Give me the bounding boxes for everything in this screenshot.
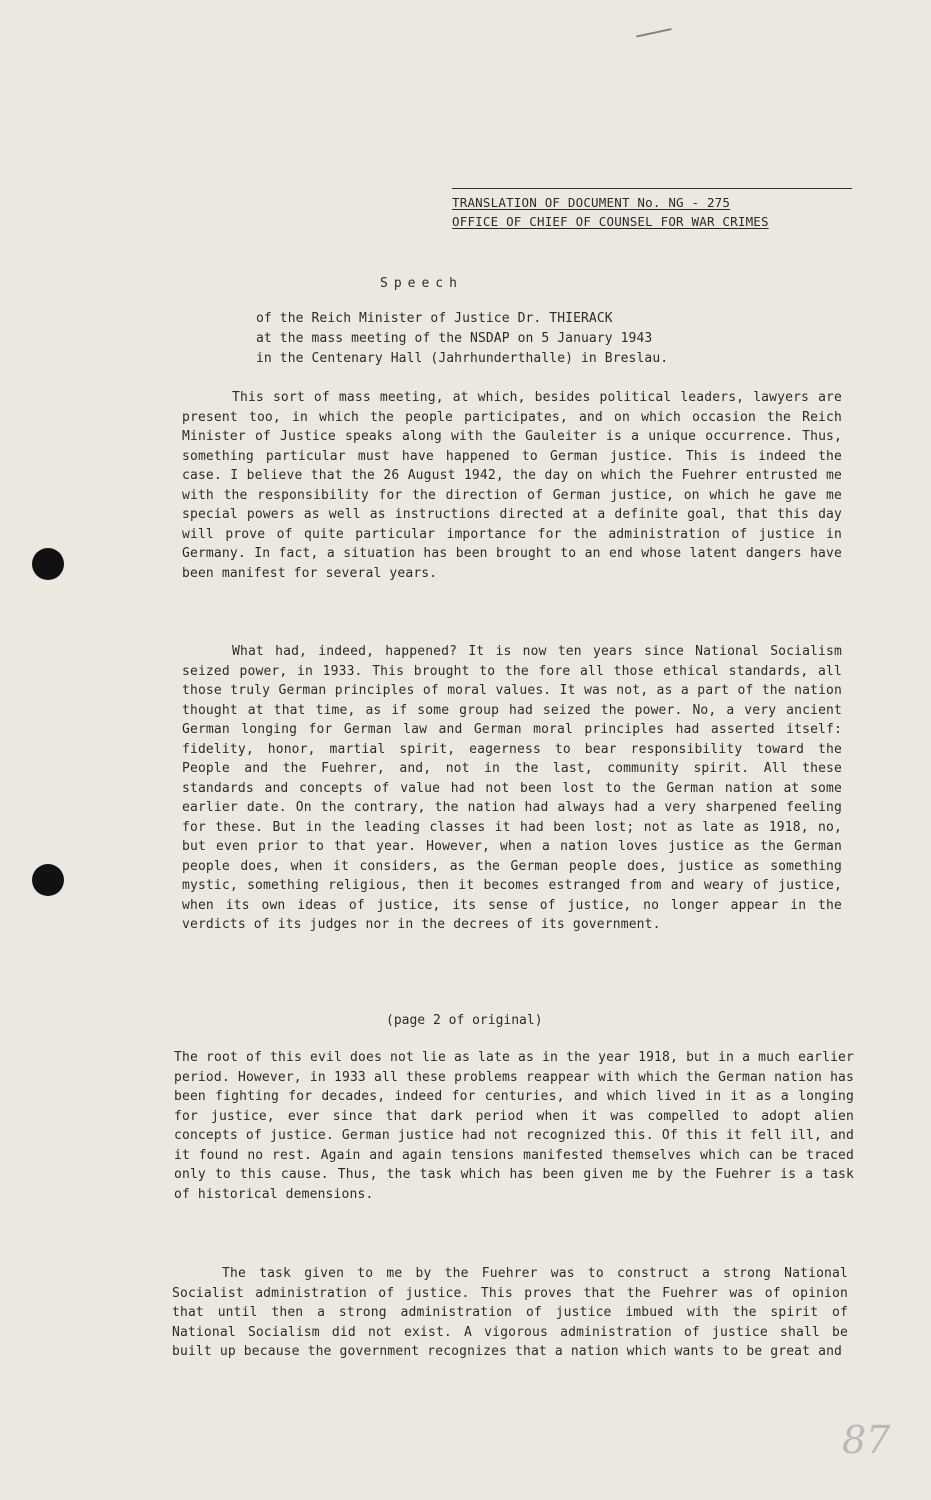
document-subtitle (256, 309, 668, 369)
punch-hole-lower (32, 864, 64, 896)
header-translation-line: TRANSLATION OF DOCUMENT No. NG - 275 (452, 195, 731, 210)
document-title: Speech (380, 276, 463, 291)
page-note: (page 2 of original) (386, 1013, 543, 1028)
subtitle-line-1: of the Reich Minister of Justice Dr. THIERACK (256, 311, 613, 326)
punch-hole-upper (32, 548, 64, 580)
paragraph-1: This sort of mass meeting, at which, besides political leaders, lawyers are present too, in which the people participates, and on which occasion the Reich Minister of Justice speaks along with the Gauleiter is a unique occurrence. Thus, something particular must have happened to German justice. This is indeed the case. I believe that the 26 August 1942, the day on which the Fuehrer entrusted me with the responsibility for the direction of German justice, on which he gave me special powers as well as instructions directed at a definite goal, that this day will prove of quite particular importance for the administration of justice in Germany. In fact, a situation has been brought to an end whose latent dangers have been manifest for several years. (182, 390, 842, 581)
paragraph-3: The root of this evil does not lie as late as in the year 1918, but in a much earlier period. However, in 1933 all these problems reappear with which the German nation has been fighting for decades, indeed for centuries, and which lived in it as a longing for justice, ever since that dark period when it was compelled to adopt alien concepts of justice. German justice had not recognized this. Of this it fell ill, and it found no rest. Again and again tensions manifested themselves which can be traced only to this cause. Thus, the task which has been given me by the Fuehrer is a task of historical demensions. (174, 1050, 854, 1202)
subtitle-line-2: at the mass meeting of the NSDAP on 5 January 1943 (256, 331, 653, 346)
subtitle-line-3: in the Centenary Hall (Jahrhunderthalle) in Breslau. (256, 351, 669, 366)
folio-number: 87 (842, 1418, 891, 1462)
paragraph-2: What had, indeed, happened? It is now ten years since National Socialism seized power, in 1933. This brought to the fore all those ethical standards, all those truly German principles of moral values. It was not, as a part of the nation thought at that time, as if some group had seized the power. No, a very ancient German longing for German law and German moral principles had asserted itself: fidelity, honor, martial spirit, eagerness to bear responsibility toward the People and the Fuehrer, and, not in the last, community spirit. All these standards and concepts of value had not been lost to the German nation at some earlier date. On the contrary, the nation had always had a very sharpened feeling for these. But in the leading classes it had been lost; not as late as 1918, no, but even prior to that year. However, when a nation loves justice as the German people does, when it considers, as the German people does, justice as something mystic, something religious, then it becomes estranged from and weary of justice, when its own ideas of justice, its sense of justice, no longer appear in the verdicts of its judges nor in the decrees of its government. (182, 644, 842, 932)
paragraph-4: The task given to me by the Fuehrer was to construct a strong National Socialist administration of justice. This proves that the Fuehrer was of opinion that until then a strong administration of justice imbued with the spirit of National Socialism did not exist. A vigorous administration of justice shall be built up because the government recognizes that a nation which wants to be great and (172, 1266, 848, 1359)
header-office-line: OFFICE OF CHIEF OF COUNSEL FOR WAR CRIMES (452, 214, 769, 229)
document-header (452, 188, 852, 231)
pen-mark (632, 10, 671, 37)
